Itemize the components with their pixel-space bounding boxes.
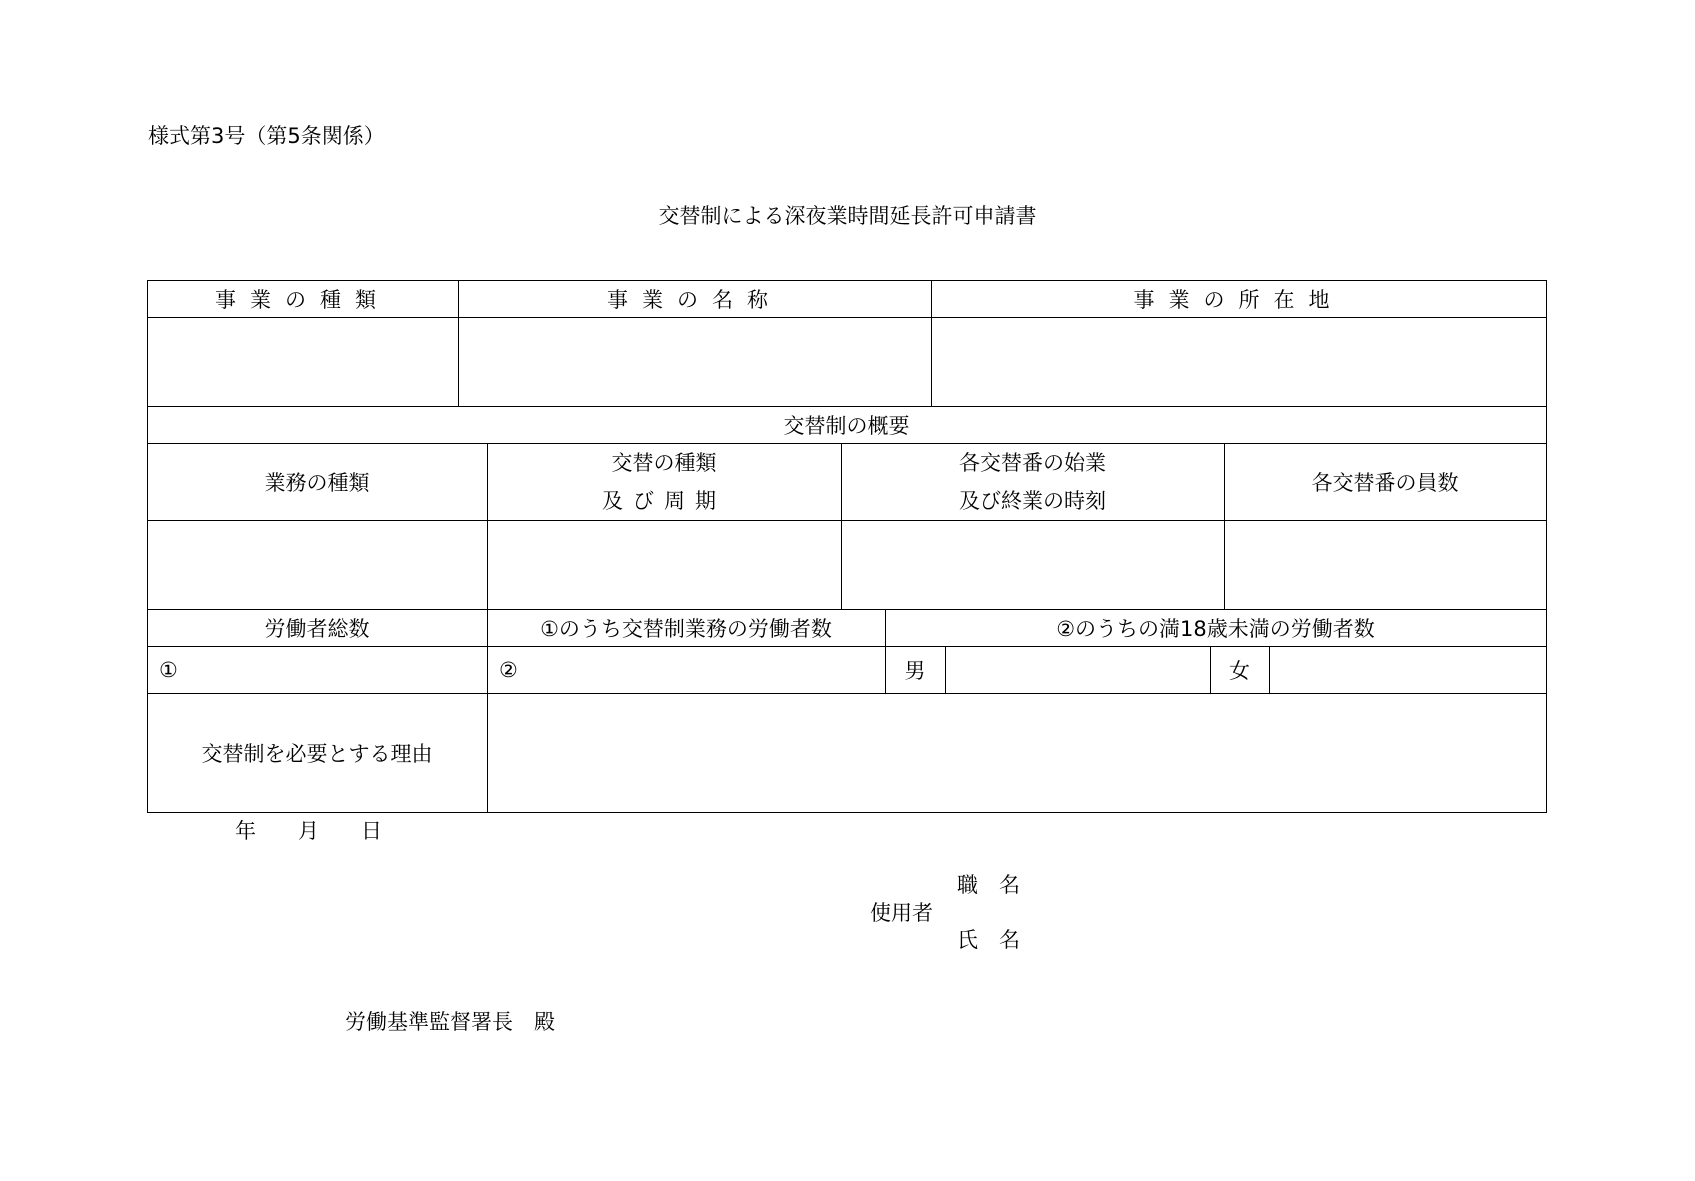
shift-workers-header-cell xyxy=(487,609,885,646)
shift-times-field[interactable] xyxy=(841,520,1224,609)
total-workers-header: 労働者総数 xyxy=(264,616,370,641)
male-label: 男 xyxy=(904,658,926,683)
work-type-field[interactable] xyxy=(147,520,487,609)
shift-type-header-line2: 及び周期 xyxy=(602,488,726,513)
application-table xyxy=(147,280,1547,812)
work-type-header-cell xyxy=(147,443,487,520)
work-type-header: 業務の種類 xyxy=(264,470,370,495)
shift-workers-field[interactable] xyxy=(487,646,885,693)
name-label: 氏 名 xyxy=(957,928,1020,952)
female-label-cell xyxy=(1210,646,1269,693)
business-location-field[interactable] xyxy=(931,317,1546,406)
shift-staff-field[interactable] xyxy=(1224,520,1546,609)
business-name-header-cell xyxy=(458,280,931,317)
minors-header-cell xyxy=(885,609,1546,646)
reason-label-cell xyxy=(147,693,487,812)
overview-header: 交替制の概要 xyxy=(783,413,910,438)
business-type-field[interactable] xyxy=(147,317,458,406)
table-border-bottom xyxy=(147,812,1547,813)
male-count-field[interactable] xyxy=(945,646,1210,693)
female-label: 女 xyxy=(1229,658,1250,683)
shift-times-header-line1: 各交替番の始業 xyxy=(959,450,1106,475)
business-name-header: 事業の名称 xyxy=(607,287,782,312)
male-label-cell xyxy=(885,646,945,693)
reason-field[interactable] xyxy=(487,693,1546,812)
business-location-header: 事業の所在地 xyxy=(1133,287,1344,312)
form-number: 様式第3号（第5条関係） xyxy=(148,124,385,148)
table-border-right xyxy=(1546,280,1547,812)
shift-type-header-line1: 交替の種類 xyxy=(611,450,717,475)
business-location-header-cell xyxy=(931,280,1546,317)
document-title: 交替制による深夜業時間延長許可申請書 xyxy=(658,204,1037,228)
total-workers-header-cell xyxy=(147,609,487,646)
reason-label: 交替制を必要とする理由 xyxy=(201,741,433,766)
shift-type-header-cell xyxy=(487,443,841,520)
shift-times-header-cell xyxy=(841,443,1224,520)
shift-workers-header: ①のうち交替制業務の労働者数 xyxy=(540,616,832,641)
shift-staff-header: 各交替番の員数 xyxy=(1311,470,1459,495)
shift-type-field[interactable] xyxy=(487,520,841,609)
minors-header: ②のうちの満18歳未満の労働者数 xyxy=(1056,616,1375,641)
female-count-field[interactable] xyxy=(1269,646,1546,693)
business-name-field[interactable] xyxy=(458,317,931,406)
shift-times-header-line2: 及び終業の時刻 xyxy=(959,488,1106,513)
date-line: 年 月 日 xyxy=(235,819,382,843)
circled-two-mark: ② xyxy=(499,657,518,682)
circled-one-mark: ① xyxy=(159,657,178,682)
shift-staff-header-cell xyxy=(1224,443,1546,520)
employer-label: 使用者 xyxy=(870,901,933,925)
position-label: 職 名 xyxy=(957,873,1020,897)
addressee: 労働基準監督署長 殿 xyxy=(345,1010,555,1034)
total-workers-field[interactable] xyxy=(147,646,487,693)
overview-header-cell xyxy=(147,406,1546,443)
business-type-header: 事業の種類 xyxy=(215,287,390,312)
business-type-header-cell xyxy=(147,280,458,317)
